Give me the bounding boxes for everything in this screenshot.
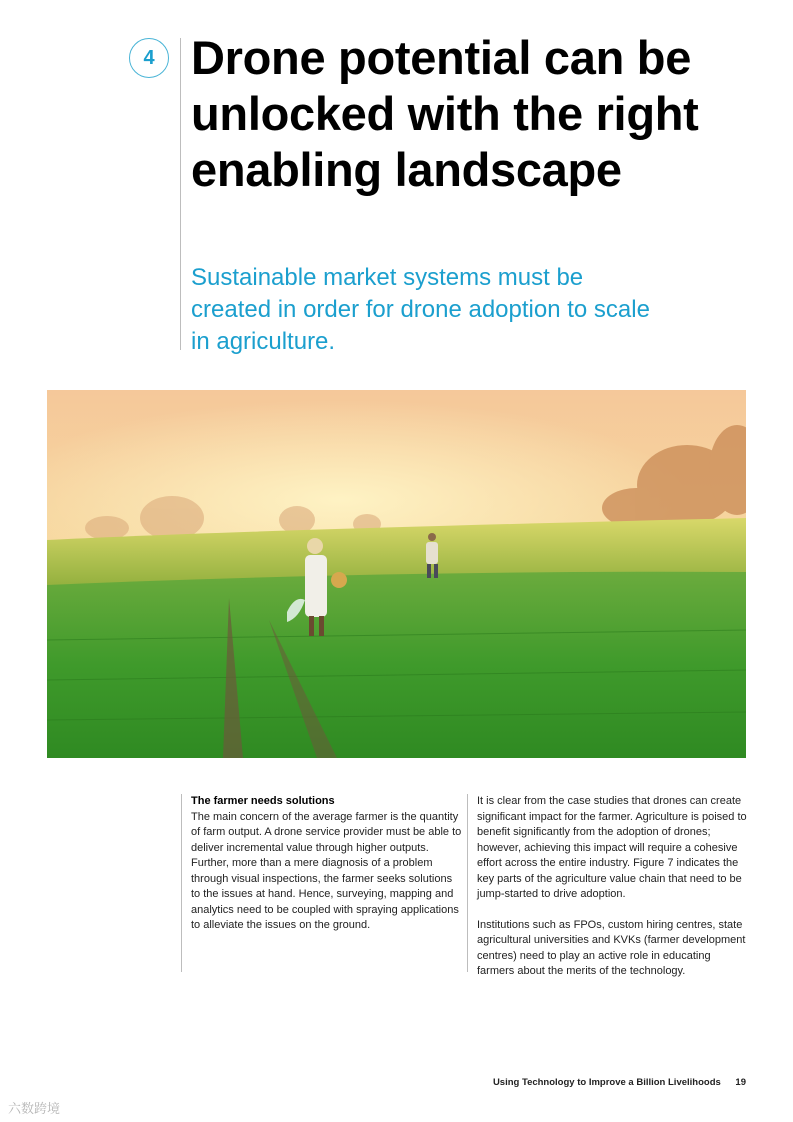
watermark-text: 六数跨境	[8, 1102, 61, 1117]
page-number: 19	[735, 1077, 746, 1088]
footer-report-title: Using Technology to Improve a Billion Livelihoods	[492, 1077, 721, 1088]
section-number-badge	[129, 38, 169, 78]
farmer-field-photo	[47, 390, 746, 758]
page-title: Drone potential can be unlocked with the right enabling landscape	[191, 31, 699, 196]
photo-illustration	[47, 390, 746, 758]
left-column-heading: The farmer needs solutions	[191, 795, 335, 807]
title-divider	[180, 38, 181, 350]
watermark-logo	[8, 1098, 60, 1117]
right-column	[477, 794, 749, 980]
left-column	[191, 794, 463, 934]
right-column-rule	[467, 794, 468, 972]
page-footer	[440, 1077, 746, 1088]
left-column-paragraph: The main concern of the average farmer is the quantity of farm output. A drone service provider must be able to deliver incremental value through higher outputs. Further, more than a mere diagnosis of a problem through visual inspections, the farmer seeks solutions to the issues at hand. Hence, surveying, mapping and analytics need to be coupled with spraying applications to alleviate the issues on the ground.	[191, 810, 462, 931]
section-number: 4	[143, 46, 155, 69]
right-column-paragraph-1: It is clear from the case studies that drones can create significant impact for the farmer. Agriculture is poised to benefit significantly from the adoption of drones; however, achieving this impact will require a cohesive effort across the entire industry. Figure 7 indicates the key parts of the agriculture value chain that need to be jump-started to drive adoption.	[477, 795, 747, 900]
right-column-paragraph-2: Institutions such as FPOs, custom hiring centres, state agricultural universities and KVKs (farmer development centres) need to play an active role in educating farmers about the merits of the technology.	[477, 918, 746, 977]
page-subtitle: Sustainable market systems must be created in order for drone adoption to scale in agriculture.	[191, 264, 650, 355]
left-column-rule	[181, 794, 182, 972]
